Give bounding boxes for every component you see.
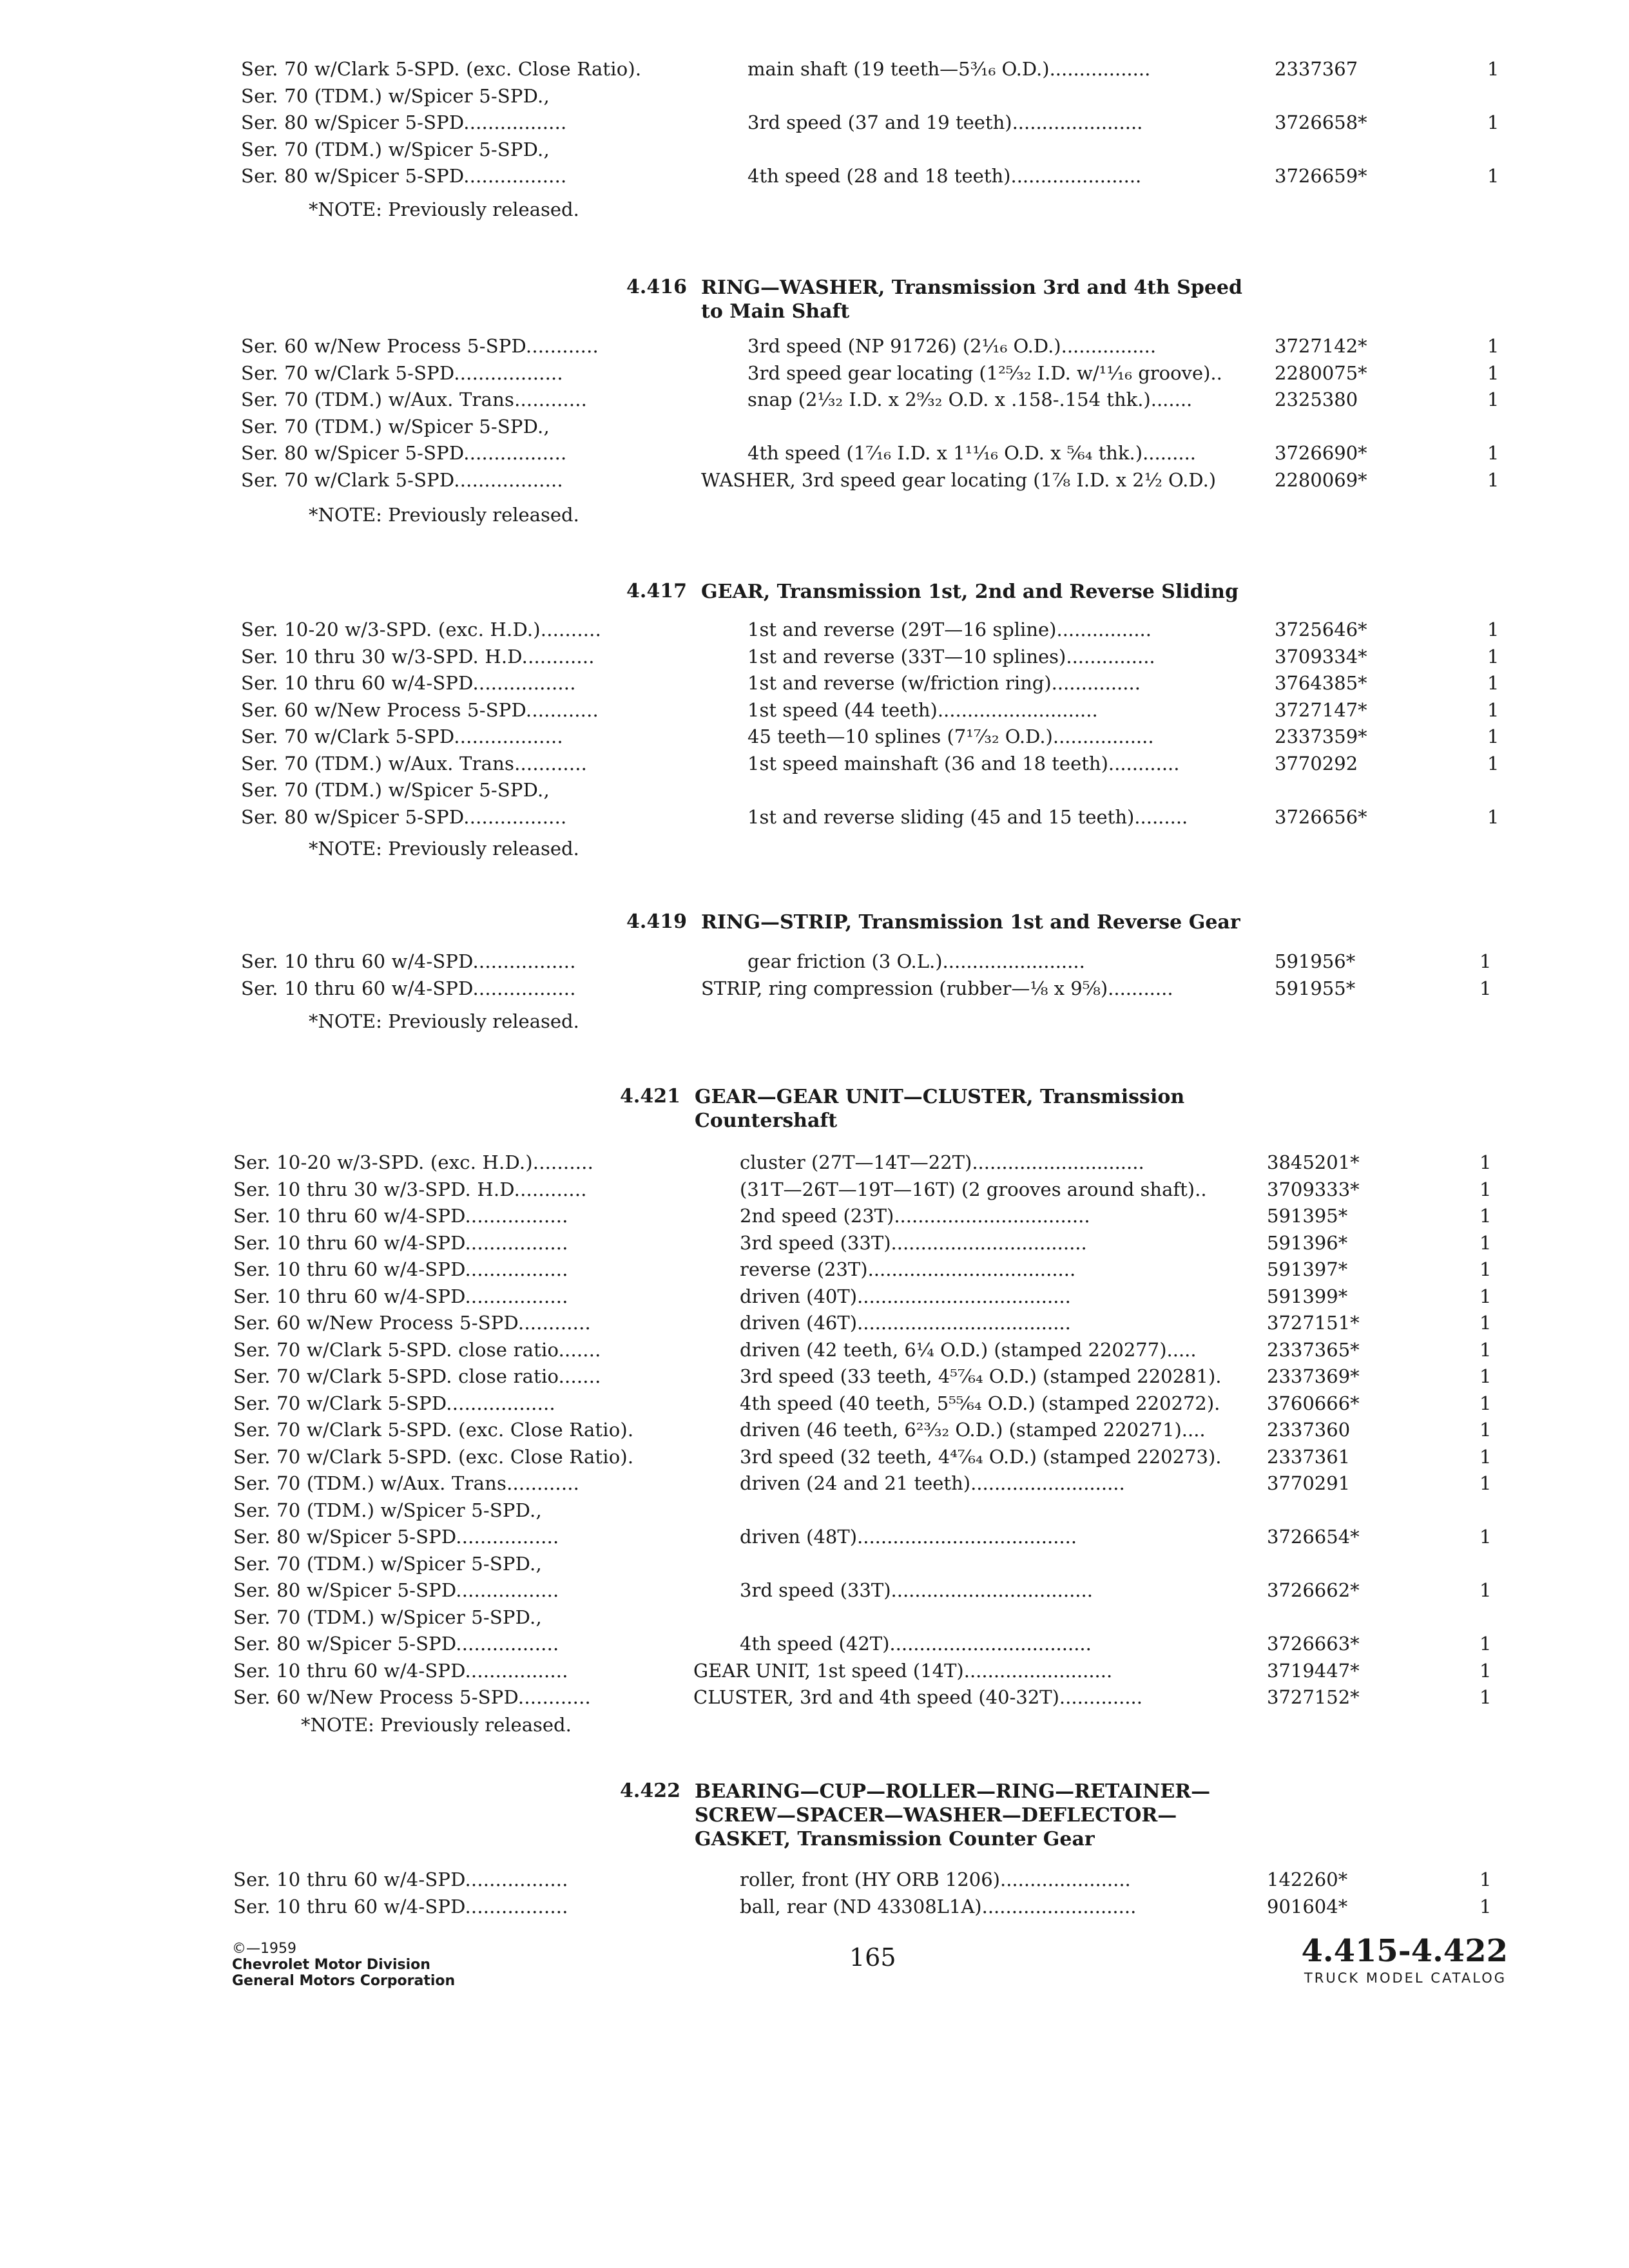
application-line: Ser. 70 (TDM.) w/Spicer 5-SPD., xyxy=(241,415,550,437)
item-description: 1st speed mainshaft (36 and 18 teeth)............ xyxy=(747,752,1180,774)
quantity: 1 xyxy=(1487,672,1499,694)
application-line: Ser. 70 w/Clark 5-SPD.................. xyxy=(241,726,563,747)
section-range: 4.415-4.422 xyxy=(1301,1933,1508,1969)
quantity: 1 xyxy=(1480,1472,1492,1494)
quantity: 1 xyxy=(1480,1151,1492,1173)
item-description: 3rd speed (33 teeth, 4⁵⁷⁄₆₄ O.D.) (stamped 220281). xyxy=(740,1365,1222,1387)
part-number: 3726656* xyxy=(1275,805,1367,828)
part-number: 3727147* xyxy=(1275,698,1367,721)
section-title: to Main Shaft xyxy=(701,300,850,323)
section-title: RING—STRIP, Transmission 1st and Reverse Gear xyxy=(701,911,1240,934)
division-name: Chevrolet Motor Division xyxy=(232,1957,430,1973)
quantity: 1 xyxy=(1480,950,1492,972)
section-title: RING—WASHER, Transmission 3rd and 4th Speed xyxy=(701,276,1242,299)
item-description: 1st and reverse (29T—16 spline)................ xyxy=(747,619,1152,640)
part-number: 2337361 xyxy=(1267,1445,1351,1468)
item-description: (31T—26T—19T—16T) (2 grooves around shaft).. xyxy=(740,1178,1207,1200)
section-title: GEAR—GEAR UNIT—CLUSTER, Transmission xyxy=(695,1086,1185,1108)
part-number: 3726658* xyxy=(1275,111,1367,133)
item-description: 4th speed (40 teeth, 5⁵⁵⁄₆₄ O.D.) (stamped 220272). xyxy=(740,1392,1220,1414)
application-line: Ser. 60 w/New Process 5-SPD............ xyxy=(233,1686,591,1708)
item-description: 3rd speed gear locating (1²⁵⁄₃₂ I.D. w/¹¹⁄₁₆ groove).. xyxy=(747,361,1222,384)
part-number: 3845201* xyxy=(1267,1151,1360,1173)
part-number: 591397* xyxy=(1267,1258,1348,1280)
item-description: 3rd speed (37 and 19 teeth)...................... xyxy=(747,111,1143,133)
corporation-name: General Motors Corporation xyxy=(232,1973,456,1989)
part-number: 2280075* xyxy=(1275,361,1367,384)
item-description: driven (40T).................................... xyxy=(740,1285,1071,1307)
application-line: Ser. 70 w/Clark 5-SPD. (exc. Close Ratio). xyxy=(233,1419,634,1441)
application-line: Ser. 80 w/Spicer 5-SPD................. xyxy=(233,1633,559,1655)
quantity: 1 xyxy=(1487,698,1499,721)
item-description: 1st and reverse sliding (45 and 15 teeth)......... xyxy=(747,805,1188,828)
part-number: 2337360 xyxy=(1267,1419,1351,1441)
item-description: main shaft (19 teeth—5³⁄₁₆ O.D.)................. xyxy=(747,58,1151,80)
section-number: 4.422 xyxy=(620,1780,680,1802)
application-line: Ser. 80 w/Spicer 5-SPD................. xyxy=(233,1526,559,1548)
quantity: 1 xyxy=(1487,619,1499,640)
quantity: 1 xyxy=(1480,1633,1492,1655)
quantity: 1 xyxy=(1487,111,1499,133)
application-line: Ser. 80 w/Spicer 5-SPD................. xyxy=(233,1579,559,1601)
quantity: 1 xyxy=(1487,335,1499,357)
item-description: driven (46 teeth, 6²³⁄₃₂ O.D.) (stamped 220271).... xyxy=(740,1419,1206,1441)
application-line: Ser. 80 w/Spicer 5-SPD................. xyxy=(241,805,567,828)
item-description: driven (46T).................................... xyxy=(740,1312,1071,1334)
previously-released-note: *NOTE: Previously released. xyxy=(309,838,579,860)
part-number: 2337367 xyxy=(1275,58,1358,80)
application-line: Ser. 80 w/Spicer 5-SPD................. xyxy=(241,111,567,133)
quantity: 1 xyxy=(1487,165,1499,187)
application-line: Ser. 10 thru 30 w/3-SPD. H.D............ xyxy=(241,645,595,668)
part-number: 3725646* xyxy=(1275,619,1367,640)
application-line: Ser. 70 (TDM.) w/Spicer 5-SPD., xyxy=(233,1552,542,1575)
application-line: Ser. 70 (TDM.) w/Aux. Trans............ xyxy=(241,752,588,774)
application-line: Ser. 70 (TDM.) w/Spicer 5-SPD., xyxy=(241,779,550,801)
quantity: 1 xyxy=(1480,1258,1492,1280)
quantity: 1 xyxy=(1480,1526,1492,1548)
application-line: Ser. 10 thru 60 w/4-SPD................. xyxy=(233,1258,568,1280)
part-number: 3760666* xyxy=(1267,1392,1360,1414)
item-description: 3rd speed (33T).................................. xyxy=(740,1579,1093,1601)
item-description: 4th speed (42T).................................. xyxy=(740,1633,1092,1655)
item-description: 4th speed (28 and 18 teeth)...................... xyxy=(747,165,1142,187)
part-number: 3727152* xyxy=(1267,1686,1360,1708)
application-line: Ser. 10 thru 60 w/4-SPD................. xyxy=(233,1895,568,1917)
part-number: 2280069* xyxy=(1275,468,1367,491)
part-number: 591396* xyxy=(1267,1231,1348,1254)
quantity: 1 xyxy=(1487,468,1499,491)
quantity: 1 xyxy=(1480,1392,1492,1414)
item-description: 3rd speed (NP 91726) (2¹⁄₁₆ O.D.)................ xyxy=(747,335,1157,357)
quantity: 1 xyxy=(1480,1285,1492,1307)
quantity: 1 xyxy=(1487,726,1499,747)
item-description: 1st and reverse (w/friction ring)............... xyxy=(747,672,1141,694)
item-description: gear friction (3 O.L.)........................ xyxy=(747,950,1085,972)
item-description: cluster (27T—14T—22T)............................. xyxy=(740,1151,1144,1173)
application-line: Ser. 80 w/Spicer 5-SPD................. xyxy=(241,165,567,187)
quantity: 1 xyxy=(1480,1869,1492,1890)
quantity: 1 xyxy=(1480,1312,1492,1334)
section-number: 4.419 xyxy=(626,910,687,933)
application-line: Ser. 70 w/Clark 5-SPD.................. xyxy=(241,468,563,491)
part-number: 2337365* xyxy=(1267,1338,1360,1361)
item-description: WASHER, 3rd speed gear locating (1⁷⁄₈ I.D. x 2½ O.D.) xyxy=(701,468,1217,491)
application-line: Ser. 10 thru 60 w/4-SPD................. xyxy=(241,950,576,972)
item-description: CLUSTER, 3rd and 4th speed (40-32T).............. xyxy=(693,1686,1142,1708)
quantity: 1 xyxy=(1480,1178,1492,1200)
part-number: 3770292 xyxy=(1275,752,1358,774)
part-number: 142260* xyxy=(1267,1869,1348,1890)
section-number: 4.416 xyxy=(626,276,687,298)
application-line: Ser. 70 (TDM.) w/Spicer 5-SPD., xyxy=(241,84,550,107)
part-number: 3727151* xyxy=(1267,1312,1360,1334)
previously-released-note: *NOTE: Previously released. xyxy=(301,1714,572,1736)
application-line: Ser. 60 w/New Process 5-SPD............ xyxy=(241,698,599,721)
item-description: driven (24 and 21 teeth).......................... xyxy=(740,1472,1125,1494)
quantity: 1 xyxy=(1480,1659,1492,1682)
quantity: 1 xyxy=(1480,1895,1492,1917)
application-line: Ser. 10 thru 60 w/4-SPD................. xyxy=(233,1659,568,1682)
previously-released-note: *NOTE: Previously released. xyxy=(309,198,579,220)
item-description: GEAR UNIT, 1st speed (14T)......................... xyxy=(693,1659,1113,1682)
part-number: 3719447* xyxy=(1267,1659,1360,1682)
part-number: 3727142* xyxy=(1275,335,1367,357)
previously-released-note: *NOTE: Previously released. xyxy=(309,1010,579,1032)
application-line: Ser. 10 thru 60 w/4-SPD................. xyxy=(241,672,576,694)
part-number: 3726659* xyxy=(1275,165,1367,187)
application-line: Ser. 70 w/Clark 5-SPD. close ratio....... xyxy=(233,1365,601,1387)
part-number: 3726654* xyxy=(1267,1526,1360,1548)
part-number: 3770291 xyxy=(1267,1472,1351,1494)
application-line: Ser. 70 (TDM.) w/Spicer 5-SPD., xyxy=(233,1606,542,1628)
application-line: Ser. 10 thru 30 w/3-SPD. H.D............ xyxy=(233,1178,587,1200)
part-number: 3709333* xyxy=(1267,1178,1360,1200)
application-line: Ser. 70 (TDM.) w/Aux. Trans............ xyxy=(233,1472,580,1494)
part-number: 2337369* xyxy=(1267,1365,1360,1387)
item-description: 3rd speed (32 teeth, 4⁴⁷⁄₆₄ O.D.) (stamped 220273). xyxy=(740,1445,1222,1468)
quantity: 1 xyxy=(1480,1579,1492,1601)
item-description: roller, front (HY ORB 1206)...................... xyxy=(740,1869,1131,1890)
application-line: Ser. 10 thru 60 w/4-SPD................. xyxy=(233,1869,568,1890)
part-number: 3726690* xyxy=(1275,442,1367,464)
section-number: 4.417 xyxy=(626,580,687,602)
part-number: 3726663* xyxy=(1267,1633,1360,1655)
application-line: Ser. 70 w/Clark 5-SPD. (exc. Close Ratio). xyxy=(233,1445,634,1468)
item-description: 1st speed (44 teeth)........................... xyxy=(747,698,1098,721)
quantity: 1 xyxy=(1487,442,1499,464)
item-description: 2nd speed (23T)................................. xyxy=(740,1205,1090,1227)
item-description: 3rd speed (33T)................................. xyxy=(740,1231,1087,1254)
previously-released-note: *NOTE: Previously released. xyxy=(309,504,579,526)
quantity: 1 xyxy=(1480,1338,1492,1361)
application-line: Ser. 70 w/Clark 5-SPD. (exc. Close Ratio). xyxy=(241,58,642,80)
section-title: GEAR, Transmission 1st, 2nd and Reverse Sliding xyxy=(701,581,1239,603)
item-description: reverse (23T)................................... xyxy=(740,1258,1076,1280)
part-number: 591399* xyxy=(1267,1285,1348,1307)
application-line: Ser. 70 (TDM.) w/Aux. Trans............ xyxy=(241,389,588,410)
part-number: 591955* xyxy=(1275,977,1356,999)
part-number: 2325380 xyxy=(1275,389,1358,410)
quantity: 1 xyxy=(1480,1365,1492,1387)
copyright: ©—1959 xyxy=(232,1941,296,1957)
quantity: 1 xyxy=(1480,1205,1492,1227)
quantity: 1 xyxy=(1487,58,1499,80)
item-description: 1st and reverse (33T—10 splines)............... xyxy=(747,645,1155,668)
section-title: BEARING—CUP—ROLLER—RING—RETAINER— xyxy=(695,1780,1211,1803)
application-line: Ser. 80 w/Spicer 5-SPD................. xyxy=(241,442,567,464)
item-description: STRIP, ring compression (rubber—⅛ x 9⅝)........... xyxy=(701,977,1173,999)
footer-copyright-block xyxy=(232,1941,455,1989)
item-description: ball, rear (ND 43308L1A).......................... xyxy=(740,1895,1137,1917)
application-line: Ser. 60 w/New Process 5-SPD............ xyxy=(233,1312,591,1334)
item-description: driven (42 teeth, 6¼ O.D.) (stamped 220277)..... xyxy=(740,1338,1197,1361)
application-line: Ser. 70 (TDM.) w/Spicer 5-SPD., xyxy=(241,138,550,160)
quantity: 1 xyxy=(1487,389,1499,410)
quantity: 1 xyxy=(1487,805,1499,828)
item-description: 45 teeth—10 splines (7¹⁷⁄₃₂ O.D.)................. xyxy=(747,726,1154,747)
section-number: 4.421 xyxy=(620,1085,680,1108)
section-title: GASKET, Transmission Counter Gear xyxy=(695,1828,1095,1850)
application-line: Ser. 70 w/Clark 5-SPD.................. xyxy=(233,1392,555,1414)
part-number: 901604* xyxy=(1267,1895,1348,1917)
application-line: Ser. 10 thru 60 w/4-SPD................. xyxy=(233,1205,568,1227)
application-line: Ser. 60 w/New Process 5-SPD............ xyxy=(241,335,599,357)
application-line: Ser. 10 thru 60 w/4-SPD................. xyxy=(233,1285,568,1307)
application-line: Ser. 10-20 w/3-SPD. (exc. H.D.).......... xyxy=(233,1151,593,1173)
quantity: 1 xyxy=(1480,1231,1492,1254)
application-line: Ser. 70 (TDM.) w/Spicer 5-SPD., xyxy=(233,1499,542,1521)
section-title: SCREW—SPACER—WASHER—DEFLECTOR— xyxy=(695,1804,1177,1827)
part-number: 591956* xyxy=(1275,950,1356,972)
quantity: 1 xyxy=(1487,752,1499,774)
part-number: 2337359* xyxy=(1275,726,1367,747)
quantity: 1 xyxy=(1480,1686,1492,1708)
quantity: 1 xyxy=(1487,645,1499,668)
quantity: 1 xyxy=(1480,1419,1492,1441)
application-line: Ser. 10 thru 60 w/4-SPD................. xyxy=(241,977,576,999)
part-number: 591395* xyxy=(1267,1205,1348,1227)
quantity: 1 xyxy=(1487,361,1499,384)
application-line: Ser. 10 thru 60 w/4-SPD................. xyxy=(233,1231,568,1254)
part-number: 3709334* xyxy=(1275,645,1367,668)
page-number: 165 xyxy=(849,1943,896,1972)
catalog-name: TRUCK MODEL CATALOG xyxy=(1304,1970,1507,1986)
item-description: driven (48T)..................................... xyxy=(740,1526,1077,1548)
section-title: Countershaft xyxy=(695,1110,838,1132)
application-line: Ser. 70 w/Clark 5-SPD.................. xyxy=(241,361,563,384)
item-description: 4th speed (1⁷⁄₁₆ I.D. x 1¹¹⁄₁₆ O.D. x ⁵⁄₆₄ thk.)......... xyxy=(747,442,1197,464)
item-description: snap (2¹⁄₃₂ I.D. x 2⁹⁄₃₂ O.D. x .158-.154 thk.)....... xyxy=(747,389,1193,410)
part-number: 3726662* xyxy=(1267,1579,1360,1601)
application-line: Ser. 70 w/Clark 5-SPD. close ratio....... xyxy=(233,1338,601,1361)
application-line: Ser. 10-20 w/3-SPD. (exc. H.D.).......... xyxy=(241,619,601,640)
part-number: 3764385* xyxy=(1275,672,1367,694)
quantity: 1 xyxy=(1480,1445,1492,1468)
quantity: 1 xyxy=(1480,977,1492,999)
